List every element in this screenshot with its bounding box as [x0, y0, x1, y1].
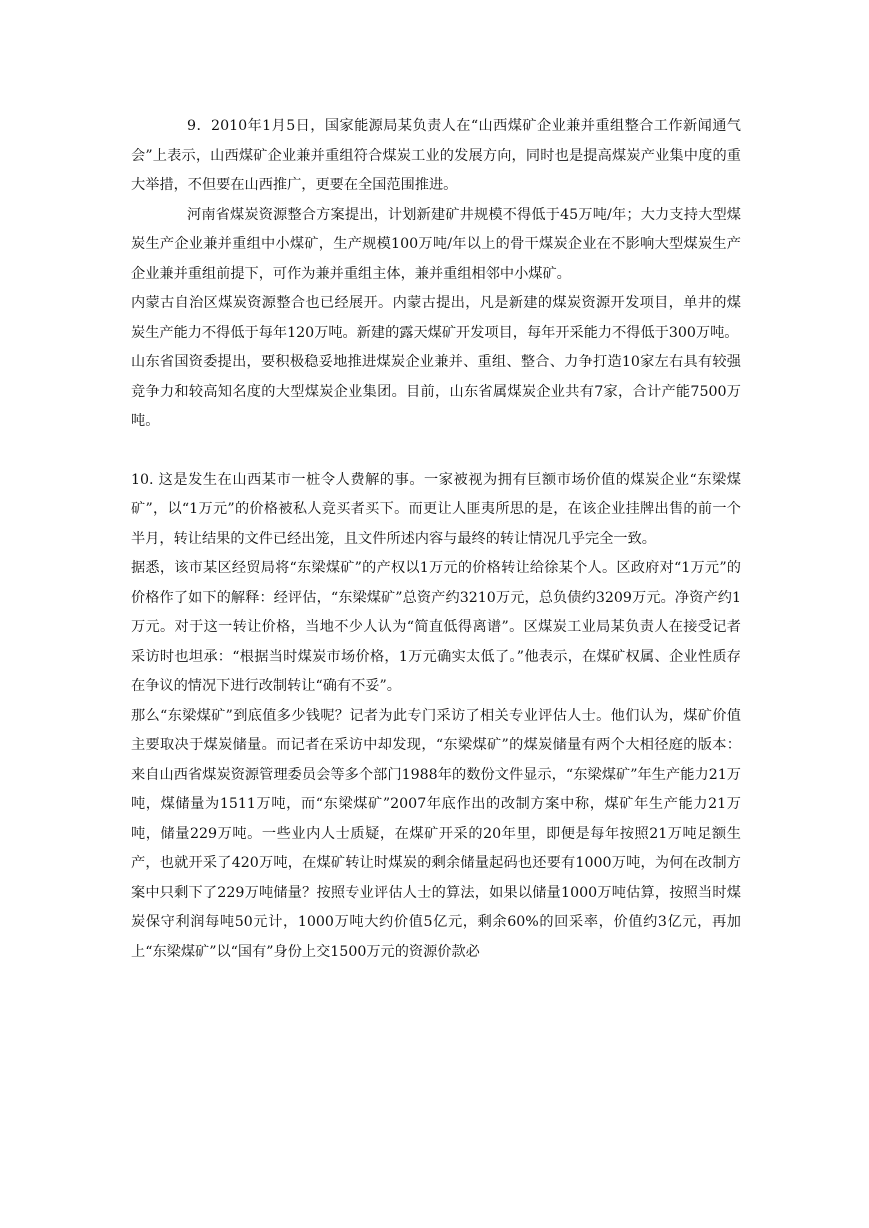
q9-neimenggu-paragraph: 内蒙古自治区煤炭资源整合也已经展开。内蒙古提出，凡是新建的煤炭资源开发项目，单井的煤炭生产能力不得低于每年120万吨。新建的露天煤矿开发项目，每年开采能力不得低于300万吨。 — [131, 295, 741, 341]
q10-intro-paragraph: 10. 这是发生在山西某市一桩令人费解的事。一家被视为拥有巨额市场价值的煤炭企业“东梁煤矿”，以“1万元”的价格被私人竞买者买下。而更让人匪夷所思的是，在该企业挂牌出售的前一个半月，转让结果的文件已经出笼，且文件所述内容与最终的转让情况几乎完全一致。 — [131, 471, 741, 547]
q9-shandong-paragraph: 山东省国资委提出，要积极稳妥地推进煤炭企业兼并、重组、整合、力争打造10家左右具有较强竞争力和较高知名度的大型煤炭企业集团。目前，山东省属煤炭企业共有7家，合计产能7500万吨。 — [131, 354, 741, 429]
section-gap — [131, 437, 741, 466]
q9-intro-paragraph: 9．2010年1月5日，国家能源局某负责人在“山西煤矿企业兼并重组整合工作新闻通气会”上表示，山西煤矿企业兼并重组符合煤炭工业的发展方向，同时也是提高煤炭产业集中度的重大举措，不但要在山西推广，更要在全国范围推进。 — [131, 118, 741, 193]
q10-paragraph-2: 据悉，该市某区经贸局将“东梁煤矿”的产权以1万元的价格转让给徐某个人。区政府对“1万元”的价格作了如下的解释：经评估，“东梁煤矿”总资产约3210万元，总负债约3209万元。净资产约1万元。对于这一转让价格，当地不少人认为“简直低得离谱”。区煤炭工业局某负责人在接受记者采访时也坦承：“根据当时煤炭市场价格，1万元确实太低了。”他表示，在煤矿权属、企业性质存在争议的情况下进行改制转让“确有不妥”。 — [131, 560, 741, 694]
q10-paragraph-3: 那么“东梁煤矿”到底值多少钱呢？记者为此专门采访了相关专业评估人士。他们认为，煤矿价值主要取决于煤炭储量。而记者在采访中却发现，“东梁煤矿”的煤炭储量有两个大相径庭的版本：来自山西省煤炭资源管理委员会等多个部门1988年的数份文件显示，“东梁煤矿”年生产能力21万吨，煤储量为1511万吨，而“东梁煤矿”2007年底作出的改制方案中称，煤矿年生产能力21万吨，储量229万吨。一些业内人士质疑，在煤矿开采的20年里，即便是每年按照21万吨足额生产，也就开采了420万吨，在煤矿转让时煤炭的剩余储量起码也还要有1000万吨，为何在改制方案中只剩下了229万吨储量？按照专业评估人士的算法，如果以储量1000万吨估算，按照当时煤炭保守利润每吨50元计，1000万吨大约价值5亿元，剩余60%的回采率，价值约3亿元，再加上“东梁煤矿”以“国有”身份上交1500万元的资源价款必 — [131, 707, 741, 960]
document-body — [131, 112, 741, 967]
q9-henan-paragraph: 河南省煤炭资源整合方案提出，计划新建矿井规模不得低于45万吨/年；大力支持大型煤炭生产企业兼并重组中小煤矿，生产规模100万吨/年以上的骨干煤炭企业在不影响大型煤炭生产企业兼并重组前提下，可作为兼并重组主体，兼并重组相邻中小煤矿。 — [131, 206, 741, 282]
